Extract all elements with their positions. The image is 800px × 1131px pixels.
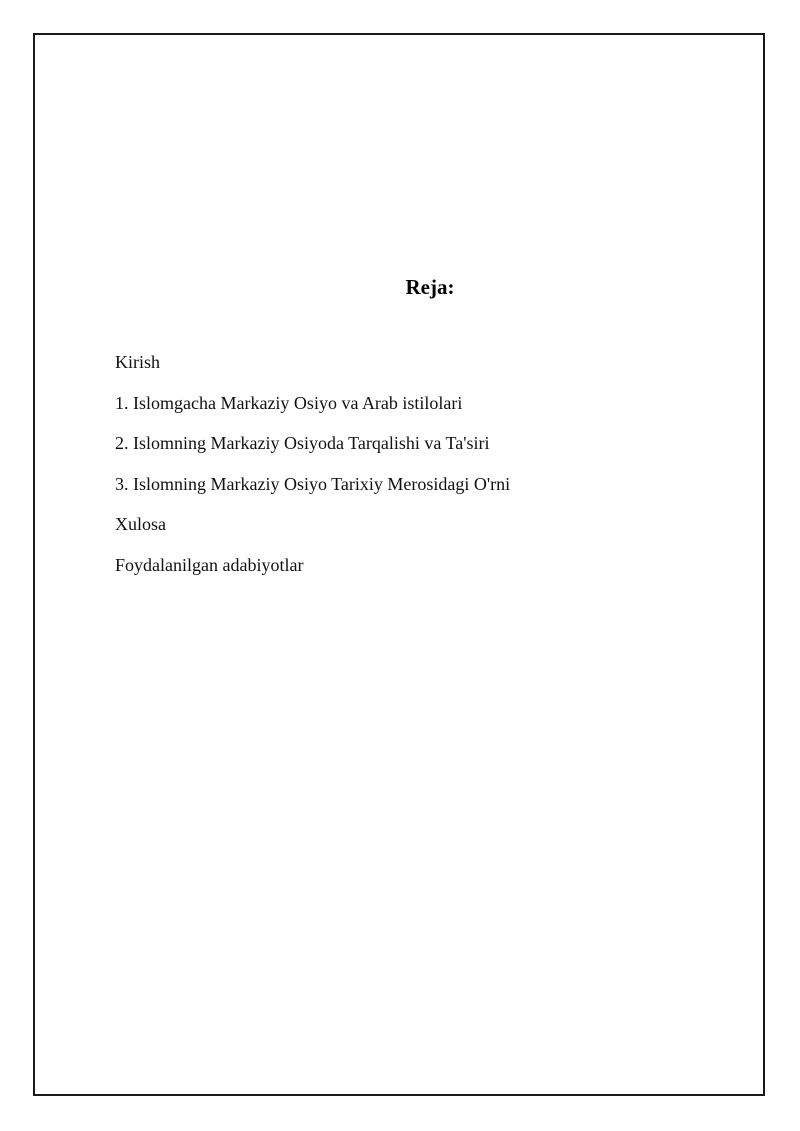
- page-title: Reja:: [405, 275, 455, 299]
- toc-item-conclusion: Xulosa: [115, 514, 166, 534]
- toc-item-section-1: 1. Islomgacha Markaziy Osiyo va Arab istilolari: [115, 392, 463, 413]
- toc-item-section-3: 3. Islomning Markaziy Osiyo Tarixiy Merosidagi O'rni: [115, 473, 511, 494]
- toc-item-references: Foydalanilgan adabiyotlar: [115, 554, 304, 575]
- toc-item-section-2: 2. Islomning Markaziy Osiyoda Tarqalishi va Ta'siri: [115, 433, 490, 453]
- table-of-contents: [115, 350, 510, 593]
- toc-item-intro: Kirish: [115, 352, 160, 372]
